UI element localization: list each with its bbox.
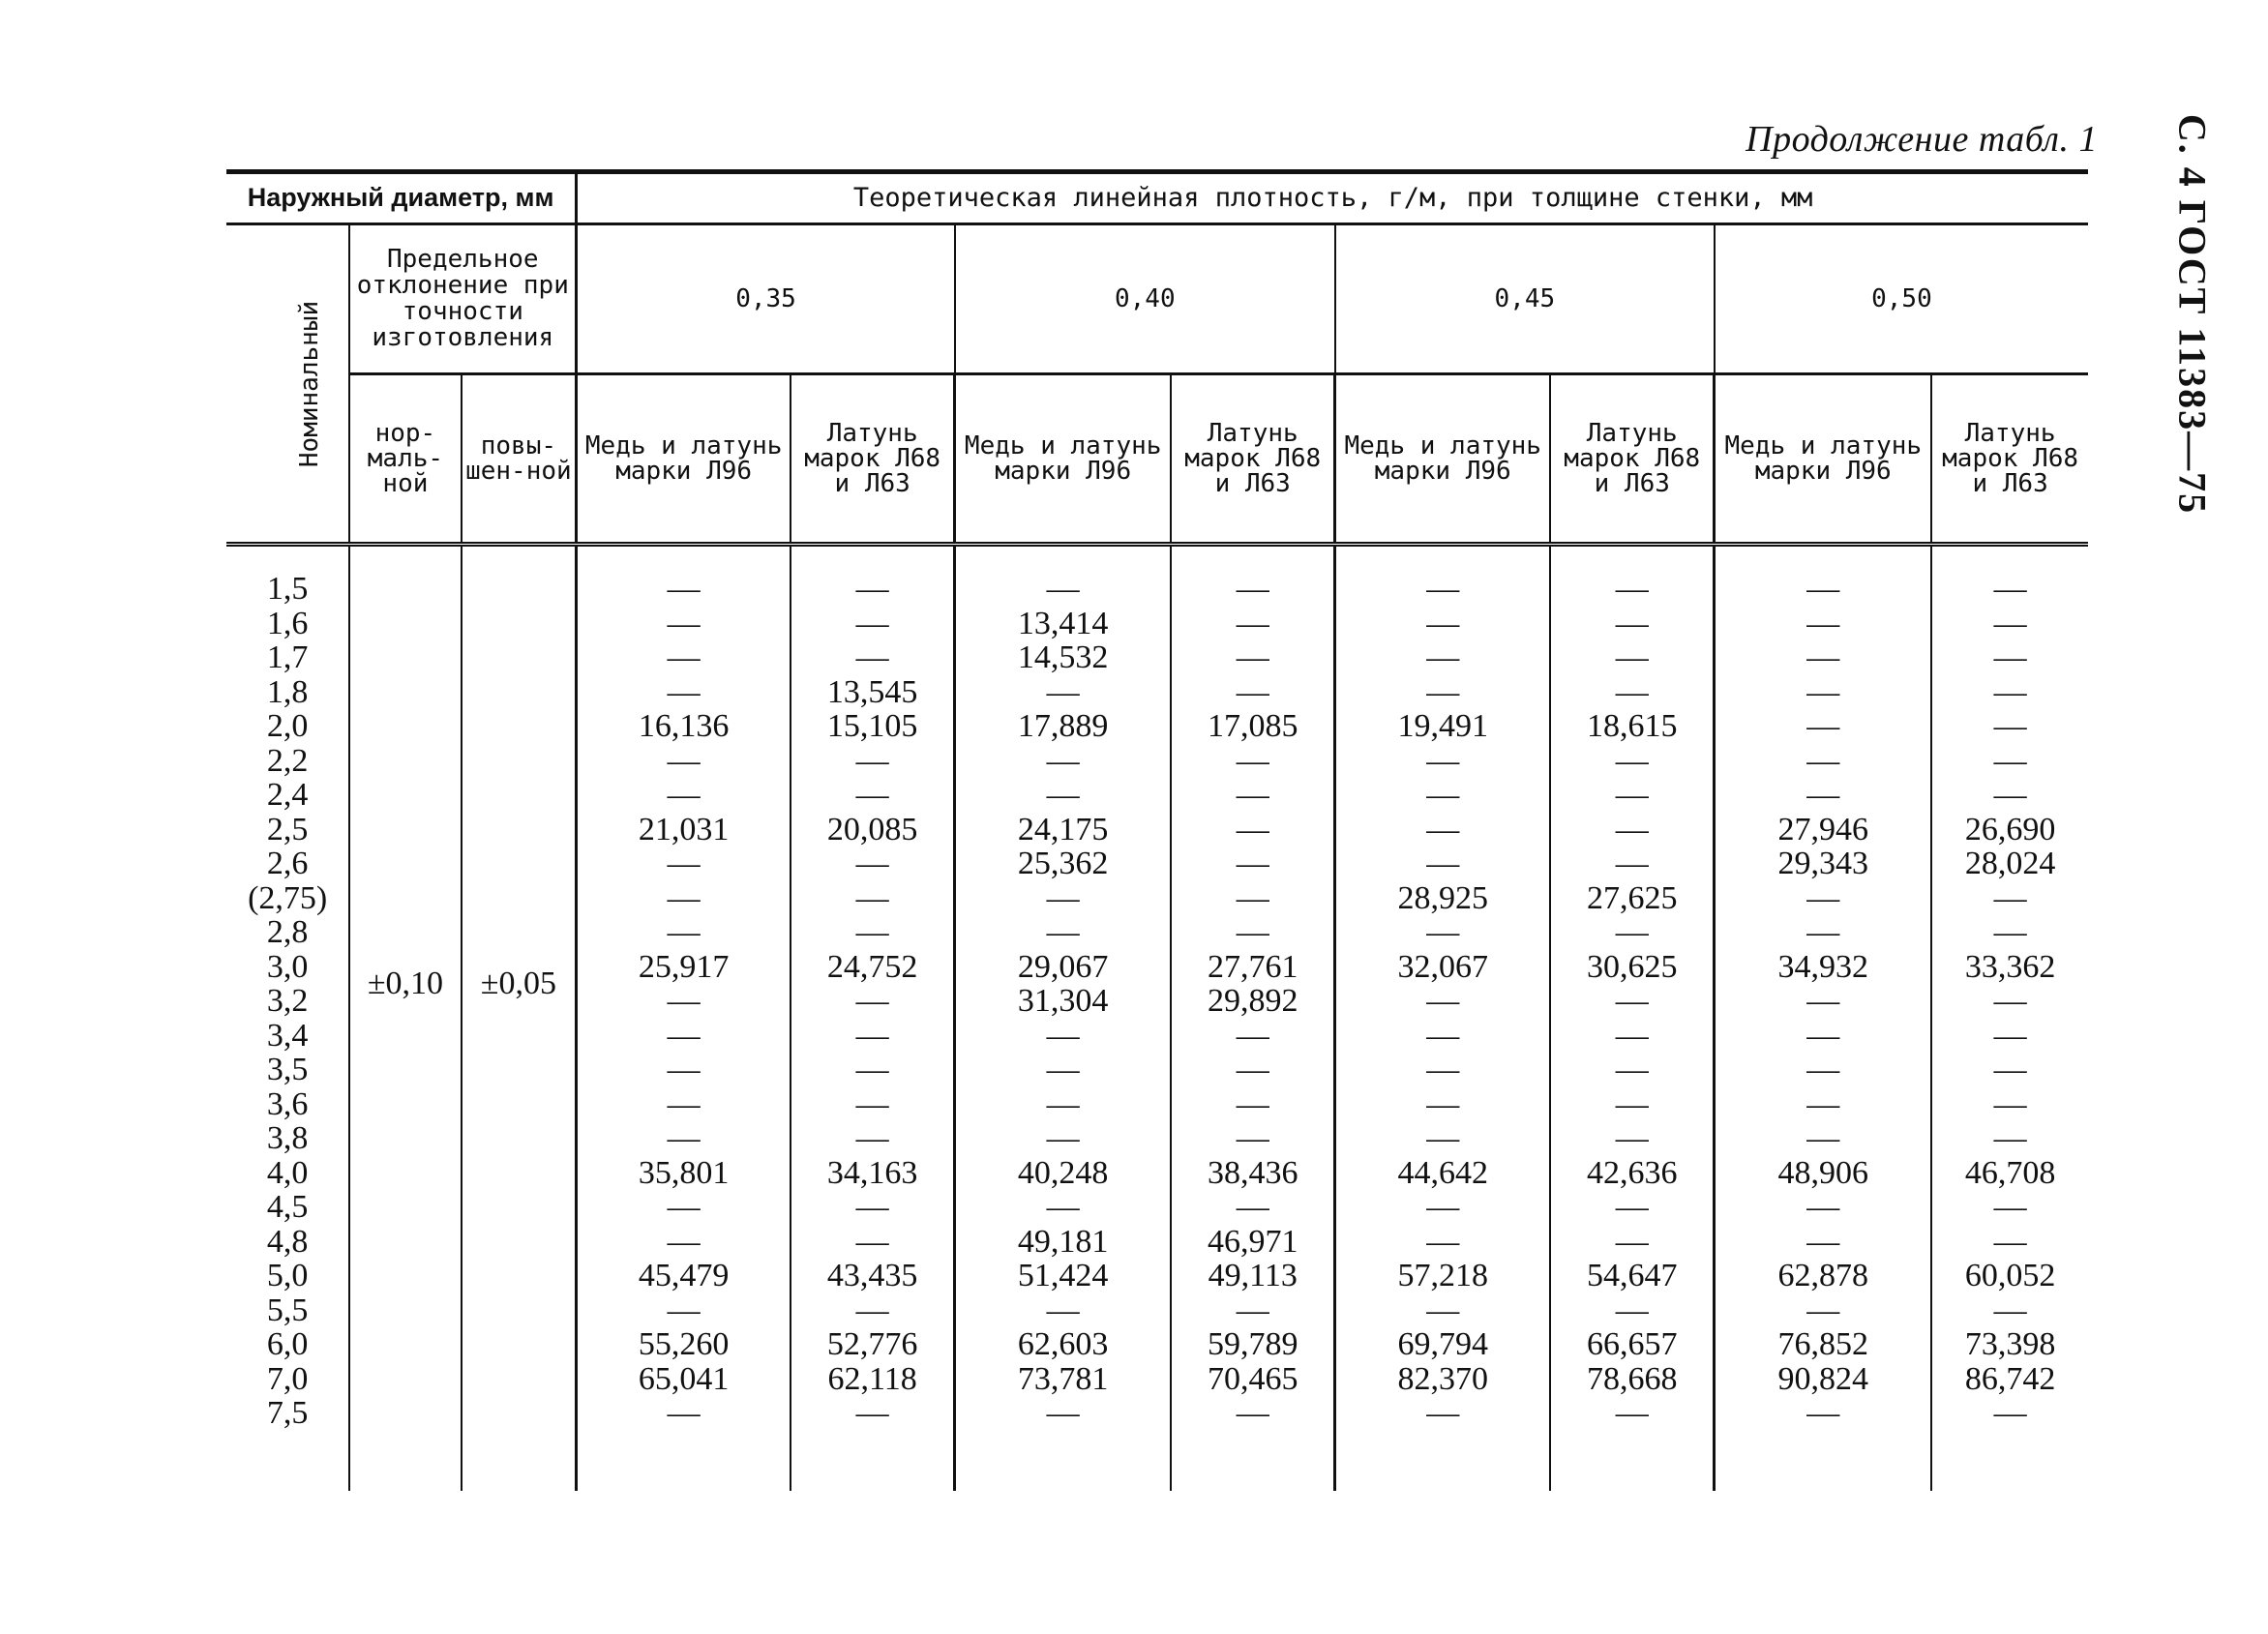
dash-cell: — (667, 879, 701, 916)
density-value-cell: 33,362 (1964, 948, 2056, 985)
dash-cell: — (1993, 708, 2027, 744)
density-value-cell: 65,041 (638, 1360, 730, 1397)
deviation-header: Предельное отклонение при точности изготовления (349, 224, 576, 374)
thickness-header-0-45: 0,45 (1335, 224, 1715, 374)
deviation-increased-value: ±0,05 (480, 966, 556, 1001)
dash-cell: — (855, 571, 889, 607)
density-value-cell: 90,824 (1777, 1360, 1869, 1397)
nominal-diameter-cell: 2,0 (266, 708, 309, 744)
dash-cell: — (1046, 879, 1080, 916)
dash-cell: — (1426, 1189, 1460, 1225)
value-column-cells (1716, 572, 1930, 1431)
dash-cell: — (1236, 1292, 1269, 1328)
density-value-cell: 62,603 (1017, 1326, 1109, 1362)
density-value-cell: 16,136 (638, 708, 730, 744)
density-value-cell: 35,801 (638, 1154, 730, 1191)
dash-cell: — (855, 846, 889, 881)
dash-cell: — (1993, 1085, 2027, 1122)
dash-cell: — (1615, 571, 1649, 607)
density-value-cell: 69,794 (1397, 1326, 1488, 1362)
density-value-cell: 44,642 (1397, 1154, 1488, 1191)
dash-cell: — (1236, 777, 1269, 813)
density-value-cell: 18,615 (1587, 708, 1678, 744)
dash-cell: — (1615, 1223, 1649, 1260)
dash-cell: — (855, 914, 889, 950)
nominal-diameter-cell: 4,0 (266, 1154, 309, 1191)
dash-cell: — (1236, 1052, 1269, 1087)
dash-cell: — (1993, 1223, 2027, 1260)
dash-cell: — (1426, 1017, 1460, 1054)
density-value-cell: 52,776 (826, 1326, 918, 1362)
subheader-copper: Медь и латунь марки Л96 (1335, 374, 1550, 545)
value-column-cells (1932, 572, 2088, 1431)
dash-cell: — (1806, 1223, 1840, 1260)
nominal-values (226, 572, 348, 1431)
dash-cell: — (1993, 1017, 2027, 1054)
nominal-diameter-cell: 7,5 (266, 1395, 309, 1431)
dash-cell: — (1993, 1292, 2027, 1328)
density-value-cell: 86,742 (1964, 1360, 2056, 1397)
value-column (1715, 545, 1931, 1492)
dash-cell: — (1806, 1017, 1840, 1054)
dash-cell: — (667, 1085, 701, 1122)
dash-cell: — (1993, 742, 2027, 779)
deviation-increased-column (462, 545, 577, 1492)
value-column (1171, 545, 1335, 1492)
subheader-copper: Медь и латунь марки Л96 (1715, 374, 1931, 545)
dash-cell: — (1426, 673, 1460, 710)
dash-cell: — (1426, 846, 1460, 881)
dash-cell: — (855, 983, 889, 1019)
dash-cell: — (1615, 914, 1649, 950)
dash-cell: — (1806, 1120, 1840, 1156)
table-container (226, 172, 2088, 1491)
nominal-diameter-cell: 7,0 (266, 1360, 309, 1397)
dash-cell: — (1806, 673, 1840, 710)
dash-cell: — (667, 742, 701, 779)
value-column-cells (956, 572, 1170, 1431)
nominal-diameter-cell: (2,75) (248, 879, 328, 916)
thickness-header-0-40: 0,40 (955, 224, 1335, 374)
dash-cell: — (1615, 1189, 1649, 1225)
value-column-cells (1551, 572, 1713, 1431)
value-column-cells (791, 572, 953, 1431)
dash-cell: — (1806, 1052, 1840, 1087)
dash-cell: — (855, 1395, 889, 1431)
dash-cell: — (855, 1292, 889, 1328)
nominal-diameter-cell: 2,8 (266, 914, 309, 950)
value-column-cells (578, 572, 790, 1431)
density-value-cell: 25,362 (1017, 846, 1109, 881)
dash-cell: — (1236, 1395, 1269, 1431)
dash-cell: — (1806, 639, 1840, 675)
dash-cell: — (667, 1017, 701, 1054)
density-value-cell: 24,175 (1017, 811, 1109, 847)
dash-cell: — (1806, 914, 1840, 950)
dash-cell: — (1993, 571, 2027, 607)
nominal-header-label: Номинальный (295, 300, 325, 467)
dash-cell: — (1046, 1052, 1080, 1087)
value-column (1550, 545, 1715, 1492)
dash-cell: — (1993, 1052, 2027, 1087)
subheader-brass: Латунь марок Л68 и Л63 (1550, 374, 1715, 545)
dash-cell: — (855, 777, 889, 813)
nominal-diameter-cell: 5,5 (266, 1292, 309, 1328)
dash-cell: — (1046, 1120, 1080, 1156)
density-value-cell: 24,752 (826, 948, 918, 985)
dash-cell: — (1236, 1017, 1269, 1054)
dash-cell: — (667, 571, 701, 607)
outer-diameter-header: Наружный диаметр, мм (226, 172, 577, 224)
dash-cell: — (1426, 1085, 1460, 1122)
density-value-cell: 46,708 (1964, 1154, 2056, 1191)
density-value-cell: 21,031 (638, 811, 730, 847)
dash-cell: — (1993, 914, 2027, 950)
density-value-cell: 34,932 (1777, 948, 1869, 985)
nominal-diameter-cell: 2,2 (266, 742, 309, 779)
density-table (226, 172, 2088, 1491)
density-value-cell: 59,789 (1207, 1326, 1298, 1362)
dash-cell: — (667, 1292, 701, 1328)
value-column (791, 545, 955, 1492)
dash-cell: — (1806, 708, 1840, 744)
dash-cell: — (667, 777, 701, 813)
density-value-cell: 51,424 (1017, 1258, 1109, 1293)
density-value-cell: 73,781 (1017, 1360, 1109, 1397)
thickness-header-0-50: 0,50 (1715, 224, 2088, 374)
dash-cell: — (667, 1223, 701, 1260)
density-value-cell: 82,370 (1397, 1360, 1488, 1397)
density-value-cell: 30,625 (1587, 948, 1678, 985)
dash-cell: — (855, 1223, 889, 1260)
dash-cell: — (855, 1052, 889, 1087)
value-column (1931, 545, 2088, 1492)
density-value-cell: 73,398 (1964, 1326, 2056, 1362)
density-value-cell: 29,067 (1017, 948, 1109, 985)
dash-cell: — (1236, 914, 1269, 950)
nominal-diameter-cell: 1,6 (266, 605, 309, 641)
standard-code: С. 4 ГОСТ 11383—75 (2170, 113, 2215, 516)
density-value-cell: 13,414 (1017, 605, 1109, 641)
density-value-cell: 13,545 (826, 673, 918, 710)
dash-cell: — (1426, 1395, 1460, 1431)
dash-cell: — (1426, 571, 1460, 607)
density-value-cell: 48,906 (1777, 1154, 1869, 1191)
dash-cell: — (1046, 1017, 1080, 1054)
density-value-cell: 17,085 (1207, 708, 1298, 744)
nominal-diameter-cell: 4,8 (266, 1223, 309, 1260)
dash-cell: — (855, 879, 889, 916)
dash-cell: — (1615, 846, 1649, 881)
dash-cell: — (1236, 1189, 1269, 1225)
dash-cell: — (1615, 673, 1649, 710)
dash-cell: — (1806, 879, 1840, 916)
dash-cell: — (855, 1189, 889, 1225)
density-value-cell: 60,052 (1964, 1258, 2056, 1293)
dash-cell: — (1806, 1395, 1840, 1431)
dash-cell: — (1993, 639, 2027, 675)
continuation-label: Продолжение табл. 1 (1746, 119, 2098, 160)
dash-cell: — (667, 1395, 701, 1431)
dash-cell: — (1993, 673, 2027, 710)
nominal-diameter-cell: 2,4 (266, 777, 309, 813)
dash-cell: — (1806, 1189, 1840, 1225)
nominal-diameter-cell: 2,6 (266, 846, 309, 881)
subheader-brass: Латунь марок Л68 и Л63 (791, 374, 955, 545)
dash-cell: — (1426, 1120, 1460, 1156)
dash-cell: — (1426, 983, 1460, 1019)
dash-cell: — (1993, 605, 2027, 641)
dash-cell: — (1615, 777, 1649, 813)
dash-cell: — (1236, 811, 1269, 847)
dash-cell: — (1426, 639, 1460, 675)
dash-cell: — (1615, 1085, 1649, 1122)
dash-cell: — (1426, 605, 1460, 641)
density-value-cell: 38,436 (1207, 1154, 1298, 1191)
dash-cell: — (1046, 571, 1080, 607)
density-value-cell: 15,105 (826, 708, 918, 744)
dash-cell: — (1806, 1085, 1840, 1122)
density-value-cell: 42,636 (1587, 1154, 1678, 1191)
dash-cell: — (1236, 846, 1269, 881)
subheader-brass: Латунь марок Л68 и Л63 (1171, 374, 1335, 545)
value-column (577, 545, 791, 1492)
dash-cell: — (1615, 1395, 1649, 1431)
dash-cell: — (1426, 914, 1460, 950)
deviation-normal-value: ±0,10 (367, 966, 443, 1001)
deviation-increased-header: повы-шен-ной (462, 374, 577, 545)
density-value-cell: 43,435 (826, 1258, 918, 1293)
density-value-cell: 27,946 (1777, 811, 1869, 847)
dash-cell: — (1236, 879, 1269, 916)
subheader-copper: Медь и латунь марки Л96 (577, 374, 791, 545)
density-value-cell: 32,067 (1397, 948, 1488, 985)
density-value-cell: 34,163 (826, 1154, 918, 1191)
density-value-cell: 29,343 (1777, 846, 1869, 881)
density-value-cell: 17,889 (1017, 708, 1109, 744)
dash-cell: — (1806, 605, 1840, 641)
nominal-diameter-cell: 3,4 (266, 1017, 309, 1054)
density-value-cell: 49,181 (1017, 1223, 1109, 1260)
dash-cell: — (1806, 571, 1840, 607)
value-column-cells (1172, 572, 1333, 1431)
dash-cell: — (1236, 571, 1269, 607)
dash-cell: — (1615, 983, 1649, 1019)
density-value-cell: 28,925 (1397, 879, 1488, 916)
dash-cell: — (1046, 777, 1080, 813)
nominal-diameter-cell: 3,0 (266, 948, 309, 985)
nominal-diameter-cell: 3,6 (266, 1085, 309, 1122)
value-column (1335, 545, 1550, 1492)
deviation-normal-header: нор-маль-ной (349, 374, 461, 545)
dash-cell: — (1993, 879, 2027, 916)
dash-cell: — (667, 846, 701, 881)
dash-cell: — (667, 1189, 701, 1225)
density-value-cell: 26,690 (1964, 811, 2056, 847)
dash-cell: — (1615, 1120, 1649, 1156)
dash-cell: — (667, 605, 701, 641)
nominal-diameter-cell: 3,8 (266, 1120, 309, 1156)
density-value-cell: 25,917 (638, 948, 730, 985)
linear-density-header: Теоретическая линейная плотность, г/м, при толщине стенки, мм (577, 172, 2088, 224)
density-value-cell: 28,024 (1964, 846, 2056, 881)
dash-cell: — (1615, 742, 1649, 779)
dash-cell: — (1806, 742, 1840, 779)
dash-cell: — (855, 639, 889, 675)
dash-cell: — (1046, 1085, 1080, 1122)
subheader-copper: Медь и латунь марки Л96 (955, 374, 1171, 545)
dash-cell: — (667, 914, 701, 950)
nominal-column (226, 545, 349, 1492)
density-value-cell: 54,647 (1587, 1258, 1678, 1293)
dash-cell: — (667, 983, 701, 1019)
dash-cell: — (1615, 811, 1649, 847)
dash-cell: — (1046, 1395, 1080, 1431)
dash-cell: — (1236, 673, 1269, 710)
dash-cell: — (1236, 605, 1269, 641)
nominal-diameter-cell: 3,5 (266, 1052, 309, 1087)
dash-cell: — (667, 1120, 701, 1156)
density-value-cell: 14,532 (1017, 639, 1109, 675)
dash-cell: — (1046, 742, 1080, 779)
dash-cell: — (1426, 1292, 1460, 1328)
density-value-cell: 57,218 (1397, 1258, 1488, 1293)
nominal-diameter-cell: 6,0 (266, 1326, 309, 1362)
nominal-diameter-cell: 1,8 (266, 673, 309, 710)
density-value-cell: 76,852 (1777, 1326, 1869, 1362)
dash-cell: — (855, 1017, 889, 1054)
deviation-normal-column (349, 545, 461, 1492)
dash-cell: — (1615, 1017, 1649, 1054)
dash-cell: — (1993, 777, 2027, 813)
nominal-diameter-cell: 1,7 (266, 639, 309, 675)
density-value-cell: 62,118 (827, 1360, 917, 1397)
dash-cell: — (1615, 1052, 1649, 1087)
dash-cell: — (667, 1052, 701, 1087)
value-column-cells (1336, 572, 1549, 1431)
density-value-cell: 40,248 (1017, 1154, 1109, 1191)
dash-cell: — (1615, 1292, 1649, 1328)
dash-cell: — (1046, 914, 1080, 950)
dash-cell: — (1426, 1052, 1460, 1087)
nominal-diameter-cell: 2,5 (266, 811, 309, 847)
dash-cell: — (1993, 1189, 2027, 1225)
density-value-cell: 55,260 (638, 1326, 730, 1362)
density-value-cell: 20,085 (826, 811, 918, 847)
dash-cell: — (1993, 1395, 2027, 1431)
density-value-cell: 66,657 (1587, 1326, 1678, 1362)
nominal-diameter-cell: 4,5 (266, 1189, 309, 1225)
nominal-diameter-cell: 3,2 (266, 983, 309, 1019)
dash-cell: — (855, 1120, 889, 1156)
dash-cell: — (855, 605, 889, 641)
density-value-cell: 49,113 (1208, 1258, 1298, 1293)
density-value-cell: 29,892 (1207, 983, 1298, 1019)
dash-cell: — (1046, 673, 1080, 710)
dash-cell: — (1236, 742, 1269, 779)
dash-cell: — (1046, 1189, 1080, 1225)
dash-cell: — (1046, 1292, 1080, 1328)
dash-cell: — (1426, 742, 1460, 779)
density-value-cell: 70,465 (1207, 1360, 1298, 1397)
dash-cell: — (667, 673, 701, 710)
dash-cell: — (1426, 1223, 1460, 1260)
value-column (955, 545, 1171, 1492)
table-body-row (226, 545, 2088, 1492)
dash-cell: — (1236, 1085, 1269, 1122)
nominal-header (226, 224, 349, 545)
dash-cell: — (1615, 605, 1649, 641)
thickness-header-0-35: 0,35 (577, 224, 955, 374)
density-value-cell: 31,304 (1017, 983, 1109, 1019)
dash-cell: — (1806, 1292, 1840, 1328)
dash-cell: — (1615, 639, 1649, 675)
dash-cell: — (1236, 639, 1269, 675)
dash-cell: — (1806, 983, 1840, 1019)
density-value-cell: 19,491 (1397, 708, 1488, 744)
nominal-diameter-cell: 1,5 (266, 571, 309, 607)
density-value-cell: 27,625 (1587, 879, 1678, 916)
dash-cell: — (855, 1085, 889, 1122)
dash-cell: — (1806, 777, 1840, 813)
dash-cell: — (1426, 777, 1460, 813)
dash-cell: — (1426, 811, 1460, 847)
dash-cell: — (1993, 1120, 2027, 1156)
standard-side-label (2164, 113, 2222, 516)
density-value-cell: 46,971 (1207, 1223, 1298, 1260)
density-value-cell: 78,668 (1587, 1360, 1678, 1397)
dash-cell: — (667, 639, 701, 675)
dash-cell: — (1993, 983, 2027, 1019)
density-value-cell: 45,479 (638, 1258, 730, 1293)
density-value-cell: 62,878 (1777, 1258, 1869, 1293)
dash-cell: — (1236, 1120, 1269, 1156)
subheader-brass: Латунь марок Л68 и Л63 (1931, 374, 2088, 545)
nominal-diameter-cell: 5,0 (266, 1258, 309, 1293)
density-value-cell: 27,761 (1207, 948, 1298, 985)
dash-cell: — (855, 742, 889, 779)
